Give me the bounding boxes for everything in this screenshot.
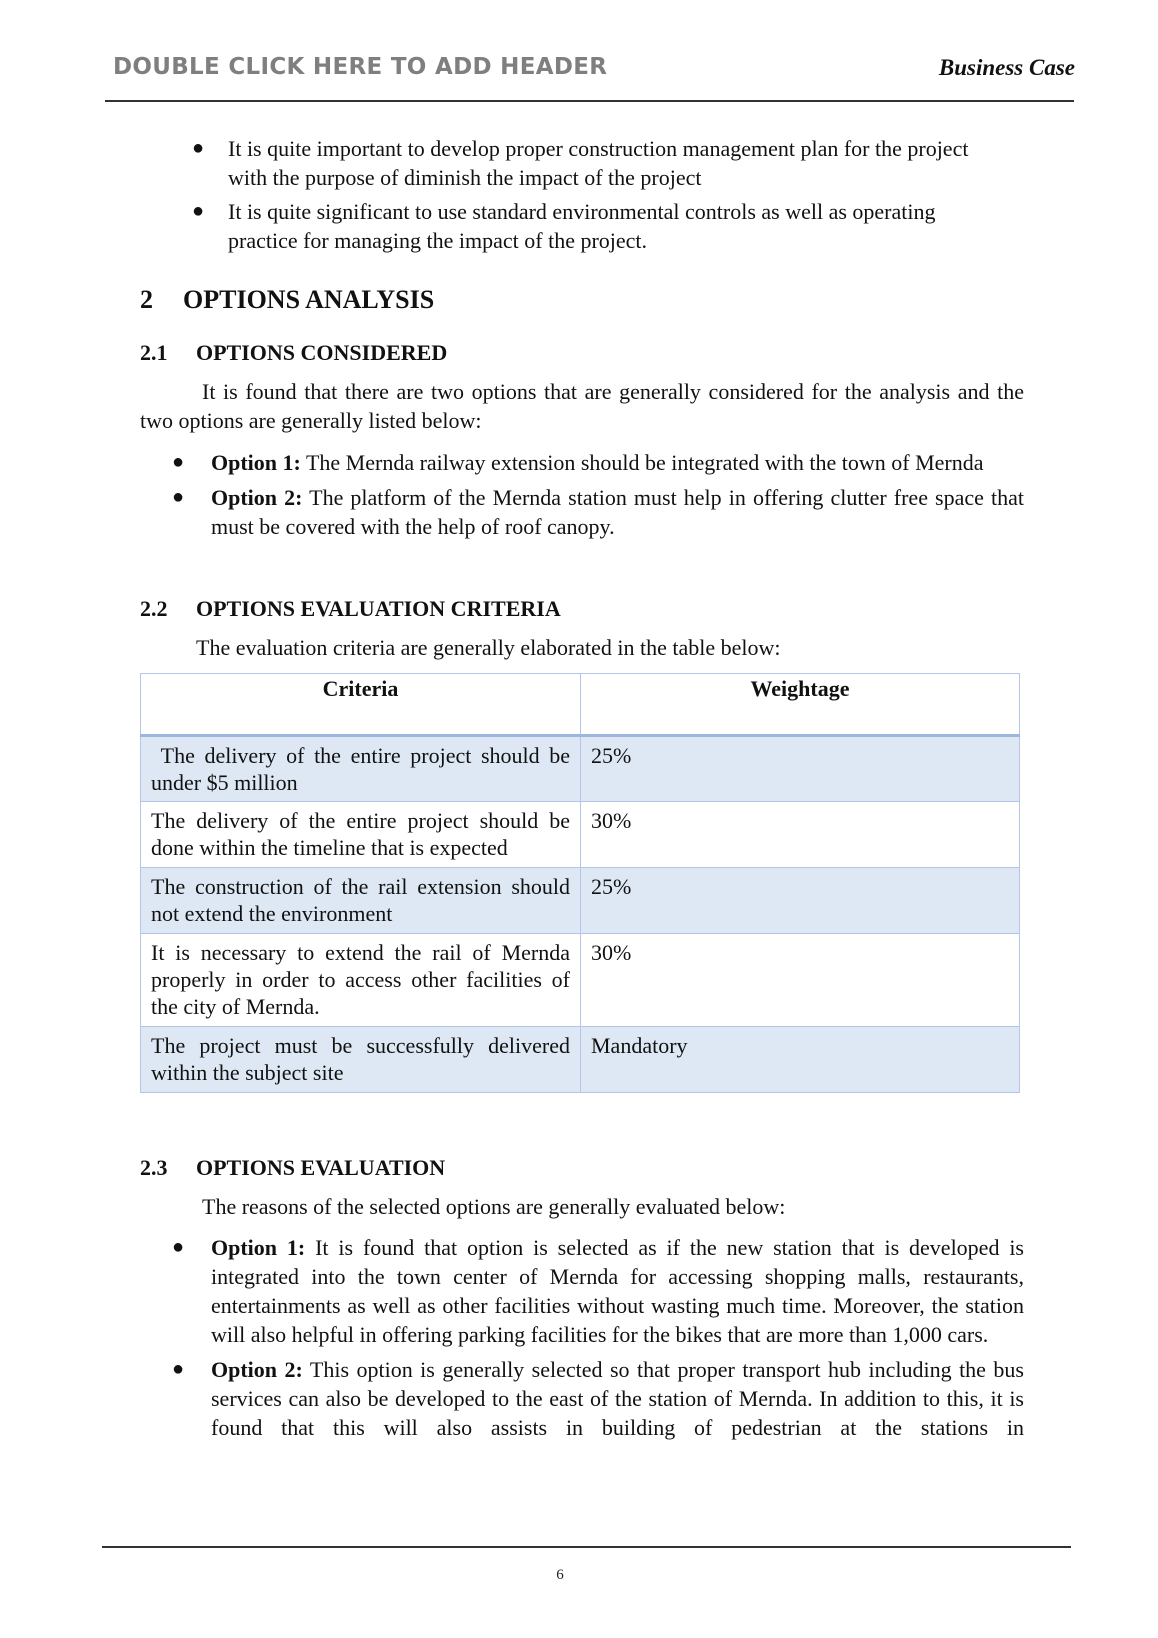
bullet-icon: ●: [192, 137, 205, 159]
section-heading: [140, 285, 434, 315]
paragraph: The evaluation criteria are generally elaborated in the table below:: [196, 635, 781, 660]
footer-divider: [102, 1546, 1071, 1548]
paragraph: The reasons of the selected options are generally evaluated below:: [202, 1194, 786, 1219]
subsection-title: OPTIONS EVALUATION CRITERIA: [196, 596, 561, 621]
subsection-heading: [140, 596, 561, 622]
weight-cell: 25%: [581, 868, 1020, 934]
criteria-table: [140, 673, 1020, 1093]
criteria-cell: The project must be successfully delivered within the subject site: [141, 1027, 581, 1093]
subsection-number: 2.2: [140, 596, 168, 621]
options-list: [172, 448, 1024, 541]
weight-cell: 30%: [581, 934, 1020, 1027]
section-number: 2: [140, 285, 153, 314]
bullet-icon: ●: [172, 1358, 185, 1380]
option-label: Option 2:: [211, 1357, 303, 1382]
bullet-icon: ●: [172, 451, 185, 473]
list-item: [192, 134, 1025, 192]
criteria-cell: It is necessary to extend the rail of Mernda properly in order to access other facilities of the city of Mernda.: [141, 934, 581, 1027]
option-text: It is found that option is selected as if the new station that is developed is integrated into the town center of Mernda for accessing shopping malls, restaurants, entertainments as well as other facilities without wasting much time. Moreover, the station will also helpful in offering parking facilities for the bikes that are more than 1,000 cars.: [211, 1235, 1024, 1347]
table-row: [141, 868, 1020, 934]
table-row: [141, 802, 1020, 868]
bullet-icon: ●: [172, 486, 185, 508]
header-title: Business Case: [938, 55, 1075, 80]
table-header-row: [141, 674, 1020, 736]
column-header: Criteria: [141, 674, 581, 736]
subsection-heading: [140, 1155, 445, 1181]
table-row: [141, 934, 1020, 1027]
option-label: Option 1:: [211, 1235, 306, 1260]
weight-cell: Mandatory: [581, 1027, 1020, 1093]
weight-cell: 25%: [581, 736, 1020, 802]
option-label: Option 1:: [211, 450, 301, 475]
section-title: OPTIONS ANALYSIS: [183, 285, 435, 314]
bullet-line: practice for managing the impact of the project.: [228, 228, 648, 253]
list-item: [172, 448, 1024, 477]
criteria-cell: The construction of the rail extension should not extend the environment: [141, 868, 581, 934]
bullet-line: It is quite significant to use standard environmental controls as well as operating: [228, 199, 936, 224]
list-item: [192, 197, 1025, 255]
bullet-icon: ●: [192, 200, 205, 222]
paragraph: It is found that there are two options that are generally considered for the analysis and the two options are generally listed below:: [140, 379, 1024, 433]
weight-cell: 30%: [581, 802, 1020, 868]
list-item: [172, 1233, 1024, 1349]
table-row: [141, 1027, 1020, 1093]
subsection-title: OPTIONS EVALUATION: [196, 1155, 446, 1180]
criteria-cell: The delivery of the entire project should be done within the timeline that is expected: [141, 802, 581, 868]
criteria-cell: [141, 736, 581, 802]
bullet-icon: ●: [172, 1236, 185, 1258]
option-text: The Mernda railway extension should be integrated with the town of Mernda: [305, 450, 984, 475]
header-divider: [105, 100, 1074, 102]
page-number: 6: [556, 1567, 564, 1583]
column-header: Weightage: [581, 674, 1020, 736]
subsection-title: OPTIONS CONSIDERED: [196, 340, 448, 365]
intro-bullet-list: [192, 134, 1025, 255]
bullet-line: with the purpose of diminish the impact of the project: [228, 165, 702, 190]
evaluation-list: [172, 1233, 1024, 1442]
subsection-number: 2.1: [140, 340, 168, 365]
criteria-text: The delivery of the entire project should be under $5 million: [151, 743, 571, 795]
option-text: The platform of the Mernda station must help in offering clutter free space that must be covered with the help of roof canopy.: [211, 485, 1024, 539]
option-text: This option is generally selected so that proper transport hub including the bus services can also be developed to the east of the station of Mernda. In addition to this, it is found that this will also assists in building of pedestrian at the stations in: [211, 1357, 1024, 1440]
bullet-line: It is quite important to develop proper construction management plan for the project: [228, 136, 969, 161]
list-item: [172, 483, 1024, 541]
table-row: [141, 736, 1020, 802]
list-item: [172, 1355, 1024, 1442]
header-placeholder[interactable]: DOUBLE CLICK HERE TO ADD HEADER: [113, 54, 608, 80]
subsection-number: 2.3: [140, 1155, 168, 1180]
subsection-heading: [140, 340, 447, 366]
option-label: Option 2:: [211, 485, 303, 510]
